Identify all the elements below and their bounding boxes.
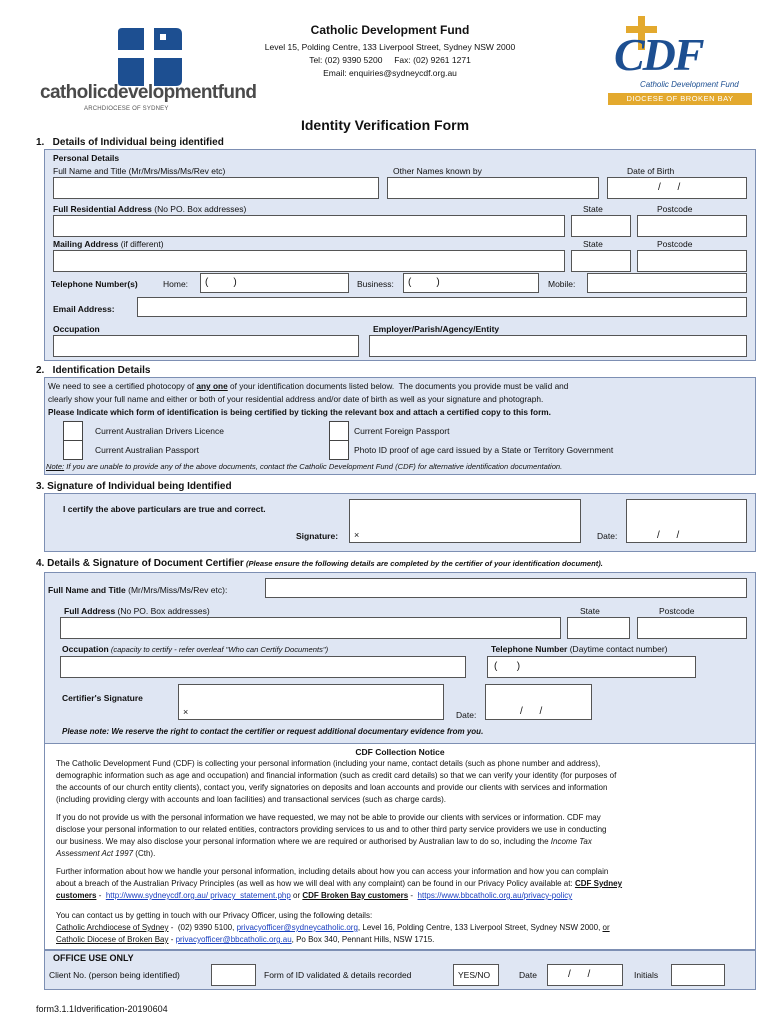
certifier-signature-mark: × [183, 707, 189, 717]
mailing-rest: (if different) [118, 239, 164, 249]
certifier-occupation-label [62, 644, 328, 654]
cdf-subtitle-1: Catholic Development Fund [640, 80, 739, 89]
email-input[interactable] [137, 297, 747, 317]
office-use-title: OFFICE USE ONLY [53, 953, 134, 963]
notice-paragraph-1 [56, 758, 756, 806]
org-tel-fax: Tel: (02) 9390 5200 Fax: (02) 9261 1271 [309, 55, 471, 65]
form-title: Identity Verification Form [300, 117, 470, 133]
state-label-3: State [580, 606, 600, 616]
postcode-label-1: Postcode [657, 204, 693, 214]
cross-logo-icon [110, 26, 190, 88]
full-name-label: Full Name and Title (Mr/Mrs/Miss/Ms/Rev etc) [53, 166, 226, 176]
section4-heading-text: 4. Details & Signature of Document Certifier [36, 558, 244, 569]
section3-heading: 3. Signature of Individual being Identified [36, 481, 232, 492]
notice-p1-line4: (including providing clergy with accounts and loan facilities) and transactional services (such as charge cards). [56, 795, 446, 804]
yes-no-value: YES/NO [458, 970, 491, 980]
telephone-label: Telephone Number(s) [51, 279, 138, 289]
certify-text: I certify the above particulars are true and correct. [63, 504, 266, 514]
employer-input[interactable] [369, 335, 747, 357]
certifier-signature-label: Certifier's Signature [62, 693, 143, 703]
certifier-address-label [64, 606, 210, 616]
please-note: Please note: We reserve the right to contact the certifier or request additional documentary evidence from you. [62, 727, 484, 736]
business-label: Business: [357, 279, 394, 289]
notice-p4-line3 [56, 934, 756, 946]
notice-p3-cdf-sydney: CDF Sydney [574, 879, 623, 888]
full-name-input[interactable] [53, 177, 379, 199]
occupation-input[interactable] [53, 335, 359, 357]
certifier-name-input[interactable] [265, 578, 747, 598]
certifier-name-label [48, 585, 227, 595]
mobile-label: Mobile: [548, 279, 576, 289]
notice-p3-or: or [290, 891, 303, 900]
id-note-text: If you are unable to provide any of the above documents, contact the Catholic Development Fund (CDF) for alternative identification documentation. [64, 462, 563, 471]
office-date-value: / / [568, 969, 591, 980]
certifier-telephone-label [491, 644, 668, 654]
org-address: Level 15, Polding Centre, 133 Liverpool Street, Sydney NSW 2000 [264, 42, 516, 52]
mailing-state-input[interactable] [571, 250, 631, 272]
state-label-1: State [583, 204, 603, 214]
initials-label: Initials [634, 970, 659, 980]
notice-p2-line4-post: (Cth). [133, 849, 156, 858]
notice-p4-bb-address: , Po Box 340, Pennant Hills, NSW 1715. [291, 935, 435, 944]
office-date-label: Date [519, 970, 537, 980]
id-intro-post: of your identification documents listed below. The documents you provide must be valid and [227, 381, 569, 391]
notice-p2-line3-act: Income Tax [550, 837, 592, 846]
section1-heading: 1. Details of Individual being identified [36, 137, 224, 148]
notice-p4-bb-sep: - [168, 935, 176, 944]
logo-catholic-development-fund [40, 24, 260, 116]
home-phone-input[interactable] [200, 273, 349, 293]
dob-value: / / [658, 182, 681, 193]
mailing-address-label [53, 239, 164, 249]
notice-p3-broken-bay: CDF Broken Bay customers [302, 891, 409, 900]
notice-p4-sydney-address: , Level 16, Polding Centre, 133 Liverpool Street, Sydney NSW 2000, [357, 923, 603, 932]
occupation-label: Occupation [53, 324, 100, 334]
date-label-1: Date: [597, 531, 618, 541]
broken-bay-privacy-link[interactable]: https://www.bbcatholic.org.au/privacy-policy [417, 891, 573, 900]
notice-p1-line2: demographic information such as age and occupation) and financial information (such as credit card details) so that we can verify your identity (for purposes of [56, 771, 617, 780]
notice-p3-line2-text: about a breach of the Australian Privacy Principles (as well as how we will deal with any complaint) can be found in our Privacy Policy available at: [56, 879, 575, 888]
residential-address-input[interactable] [53, 215, 565, 237]
employer-label: Employer/Parish/Agency/Entity [373, 324, 500, 334]
section4-heading [36, 558, 603, 569]
mailing-postcode-input[interactable] [637, 250, 747, 272]
personal-details-label: Personal Details [53, 153, 120, 163]
label-australian-passport: Current Australian Passport [95, 445, 199, 455]
certifier-telephone-rest: (Daytime contact number) [567, 644, 668, 654]
certifier-occupation-rest: (capacity to certify - refer overleaf "Who can Certify Documents") [108, 645, 329, 654]
id-note-label: Note: [46, 462, 65, 471]
signature-mark: × [354, 530, 360, 540]
initials-input[interactable] [671, 964, 725, 986]
client-no-label: Client No. (person being identified) [49, 970, 180, 980]
email-label: Email Address: [53, 304, 115, 314]
label-foreign-passport: Current Foreign Passport [354, 426, 450, 436]
client-no-input[interactable] [211, 964, 256, 986]
org-email: Email: enquiries@sydneycdf.org.au [323, 68, 457, 78]
mailing-bold: Mailing Address [53, 239, 119, 249]
logo-cdf-broken-bay [606, 14, 756, 109]
dob-input[interactable] [607, 177, 747, 199]
office-date-input[interactable] [547, 964, 623, 986]
certifier-signature-input[interactable] [178, 684, 444, 720]
checkbox-photo-id[interactable] [329, 440, 349, 460]
id-intro-any-one: any one [196, 381, 228, 391]
form-code: form3.1.1Idverification-20190604 [36, 1004, 168, 1014]
collection-notice-title: CDF Collection Notice [355, 747, 445, 757]
checkbox-drivers-licence[interactable] [63, 421, 83, 441]
notice-p2-line4-act: Assessment Act 1997 [56, 849, 134, 858]
broken-bay-privacy-email-link[interactable]: privacyofficer@bbcatholic.org.au [175, 935, 292, 944]
postcode-label-2: Postcode [657, 239, 693, 249]
residential-rest: (No PO. Box addresses) [151, 204, 247, 214]
notice-p4-or: or [602, 923, 610, 932]
checkbox-foreign-passport[interactable] [329, 421, 349, 441]
postcode-label-3: Postcode [659, 606, 695, 616]
certifier-telephone-input[interactable] [487, 656, 696, 678]
signature-label: Signature: [296, 531, 339, 541]
notice-p3-line2 [56, 878, 756, 890]
id-note [46, 462, 562, 471]
notice-p2-line1: If you do not provide us with the personal information we have requested, we may not be able to provide our clients with services or information. CDF may [56, 813, 601, 822]
notice-p3-line3 [56, 890, 756, 902]
cdf-letters: CDF [614, 29, 703, 80]
notice-p2-line3 [56, 836, 756, 848]
signature-input[interactable] [349, 499, 581, 543]
notice-p1-line1: The Catholic Development Fund (CDF) is collecting your personal information (including your name, contact details (such as phone number and address), [56, 759, 601, 768]
residential-address-label [53, 204, 246, 214]
other-names-input[interactable] [387, 177, 599, 199]
residential-state-input[interactable] [571, 215, 631, 237]
signature-date-value: / / [657, 530, 680, 541]
sydney-privacy-email-link[interactable]: privacyofficer@sydneycatholic.org [236, 923, 358, 932]
mobile-phone-input[interactable] [587, 273, 747, 293]
certifier-telephone-bold: Telephone Number [491, 644, 568, 654]
certifier-name-bold: Full Name and Title [48, 585, 126, 595]
certifier-occupation-input[interactable] [60, 656, 466, 678]
id-intro-pre: We need to see a certified photocopy of [48, 381, 197, 391]
state-label-2: State [583, 239, 603, 249]
notice-p4-line1: You can contact us by getting in touch with our Privacy Officer, using the following details: [56, 911, 373, 920]
label-photo-id: Photo ID proof of age card issued by a State or Territory Government [354, 445, 614, 455]
notice-p2-line4 [56, 848, 756, 860]
certifier-state-input[interactable] [567, 617, 630, 639]
home-phone-value: ( ) [205, 277, 237, 288]
business-phone-value: ( ) [408, 277, 440, 288]
logo-left-subtitle: ARCHDIOCESE OF SYDNEY [84, 106, 169, 112]
notice-p4-sydney: Catholic Archdiocese of Sydney [56, 923, 169, 932]
id-intro-line2: clearly show your full name and either or both of your residential address and/or date of birth as well as your signature and photograph. [48, 394, 544, 404]
sydney-privacy-link[interactable]: http://www.sydneycdf.org.au/ privacy_statement.php [105, 891, 291, 900]
certifier-date-value: / / [520, 706, 543, 717]
notice-p4-broken-bay: Catholic Diocese of Broken Bay [56, 935, 169, 944]
id-intro-line3: Please Indicate which form of identification is being certified by ticking the relevant box and attach a certified copy to this form. [48, 407, 551, 417]
notice-paragraph-4 [56, 910, 756, 946]
certifier-telephone-value: ( ) [494, 661, 521, 672]
notice-p2-line3-text: our business. We may also disclose your personal information where we are required or authorised by Australian law to do so, including the [56, 837, 551, 846]
notice-p4-line2 [56, 922, 756, 934]
certifier-postcode-input[interactable] [637, 617, 747, 639]
certifier-occupation-bold: Occupation [62, 644, 109, 654]
notice-p2-line2: disclose your personal information to our related entities, contractors providing services to us and to other third party service providers we use in conducting [56, 825, 607, 834]
form-id-label: Form of ID validated & details recorded [264, 970, 412, 980]
dob-label: Date of Birth [627, 166, 675, 176]
notice-p3-customers: customers [56, 891, 97, 900]
date-label-2: Date: [456, 710, 477, 720]
notice-p3-sep1: - [96, 891, 106, 900]
notice-p4-sydney-phone: - (02) 9390 5100, [168, 923, 237, 932]
id-intro-line1 [48, 381, 568, 391]
certifier-address-rest: (No PO. Box addresses) [115, 606, 210, 616]
home-label: Home: [163, 279, 189, 289]
notice-p1-line3: the accounts of our church entity clients), contact you, verify signatories on deposits and loan accounts and provide our clients with services and information [56, 783, 608, 792]
cdf-subtitle-2: DIOCESE OF BROKEN BAY [608, 93, 752, 105]
other-names-label: Other Names known by [393, 166, 482, 176]
section2-heading: 2. Identification Details [36, 365, 151, 376]
business-phone-input[interactable] [403, 273, 539, 293]
yes-no-input[interactable] [453, 964, 499, 986]
residential-bold: Full Residential Address [53, 204, 152, 214]
notice-p3-line1: Further information about how we handle your personal information, including details about how you can access your information and how you can complain [56, 867, 609, 876]
notice-paragraph-2 [56, 812, 756, 860]
residential-postcode-input[interactable] [637, 215, 747, 237]
certifier-address-input[interactable] [60, 617, 561, 639]
logo-left-wordmark: catholicdevelopmentfund [40, 82, 257, 103]
label-drivers-licence: Current Australian Drivers Licence [95, 426, 224, 436]
checkbox-australian-passport[interactable] [63, 440, 83, 460]
section4-heading-note: (Please ensure the following details are completed by the certifier of your identification document). [243, 559, 603, 568]
certifier-name-rest: (Mr/Mrs/Miss/Ms/Rev etc): [125, 585, 228, 595]
signature-date-input[interactable] [626, 499, 747, 543]
certifier-date-input[interactable] [485, 684, 592, 720]
notice-p3-sep2: - [408, 891, 418, 900]
mailing-address-input[interactable] [53, 250, 565, 272]
notice-paragraph-3 [56, 866, 756, 902]
certifier-address-bold: Full Address [64, 606, 116, 616]
org-title: Catholic Development Fund [310, 23, 470, 37]
